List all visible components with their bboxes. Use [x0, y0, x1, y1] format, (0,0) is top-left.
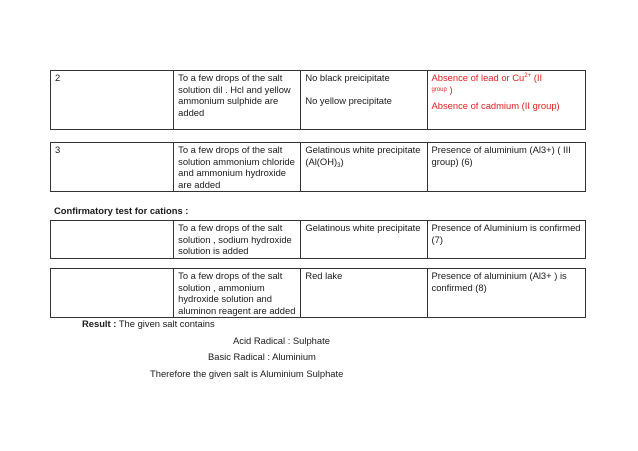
- confirmatory-heading: Confirmatory test for cations :: [54, 205, 189, 216]
- experiment-number: [51, 269, 174, 318]
- inference-1-group: [432, 84, 582, 97]
- table-row: [51, 71, 586, 130]
- observation-cell: [301, 71, 427, 130]
- inference-1-text: Absence of lead or Cu: [431, 72, 525, 83]
- procedure-cell: To a few drops of the salt solution , sodium hydroxide solution is added: [174, 221, 301, 259]
- inference-cell: Presence of aluminium (Al3+ ) is confirmed (8): [427, 269, 586, 318]
- table-confirmatory-2: [50, 268, 586, 318]
- observation-2: No yellow precipitate: [305, 95, 392, 107]
- conclusion: Therefore the given salt is Aluminium Sulphate: [150, 368, 344, 379]
- result-text: The given salt contains: [116, 318, 215, 329]
- observation-1: No black preicipitate: [305, 72, 390, 83]
- inference-1: [432, 72, 582, 84]
- result-label: Result :: [82, 318, 117, 329]
- inference-2: Absence of cadmium (II group): [431, 100, 560, 112]
- procedure-cell: To a few drops of the salt solution ammonium chloride and ammonium hydroxide are added: [174, 143, 301, 192]
- observation-text: Gelatinous white precipitate (Al(OH): [305, 144, 421, 167]
- inference-1-tail: (II: [531, 72, 543, 83]
- charge-superscript: 2+: [524, 73, 532, 79]
- table-test-2: [50, 70, 586, 130]
- experiment-number: 3: [51, 143, 174, 192]
- inference-1-close: ): [446, 83, 453, 95]
- table-row: [51, 269, 586, 318]
- table-row: [51, 221, 586, 259]
- observation-cell: Red lake: [301, 269, 427, 318]
- procedure-cell: To a few drops of the salt solution dil . Hcl and yellow ammonium sulphide are added: [174, 71, 301, 130]
- observation-cell: Gelatinous white precipitate: [301, 221, 427, 259]
- group-small-text: group: [431, 86, 447, 93]
- inference-cell: Presence of aluminium (Al3+) ( III group) (6): [427, 143, 586, 192]
- inference-cell: Presence of Aluminium is confirmed (7): [427, 221, 586, 259]
- subscript: 3: [337, 162, 341, 169]
- table-test-3: [50, 142, 586, 192]
- procedure-cell: To a few drops of the salt solution , ammonium hydroxide solution and aluminon reagent are added: [174, 269, 301, 318]
- acid-radical: Acid Radical : Sulphate: [233, 335, 330, 346]
- inference-cell: [427, 71, 586, 130]
- experiment-number: 2: [51, 71, 174, 130]
- basic-radical: Basic Radical : Aluminium: [208, 351, 316, 362]
- table-row: [51, 143, 586, 192]
- observation-cell: [301, 143, 427, 192]
- table-confirmatory-1: [50, 220, 586, 259]
- observation-close: ): [340, 155, 344, 167]
- result-line: [82, 318, 215, 330]
- experiment-number: [51, 221, 174, 259]
